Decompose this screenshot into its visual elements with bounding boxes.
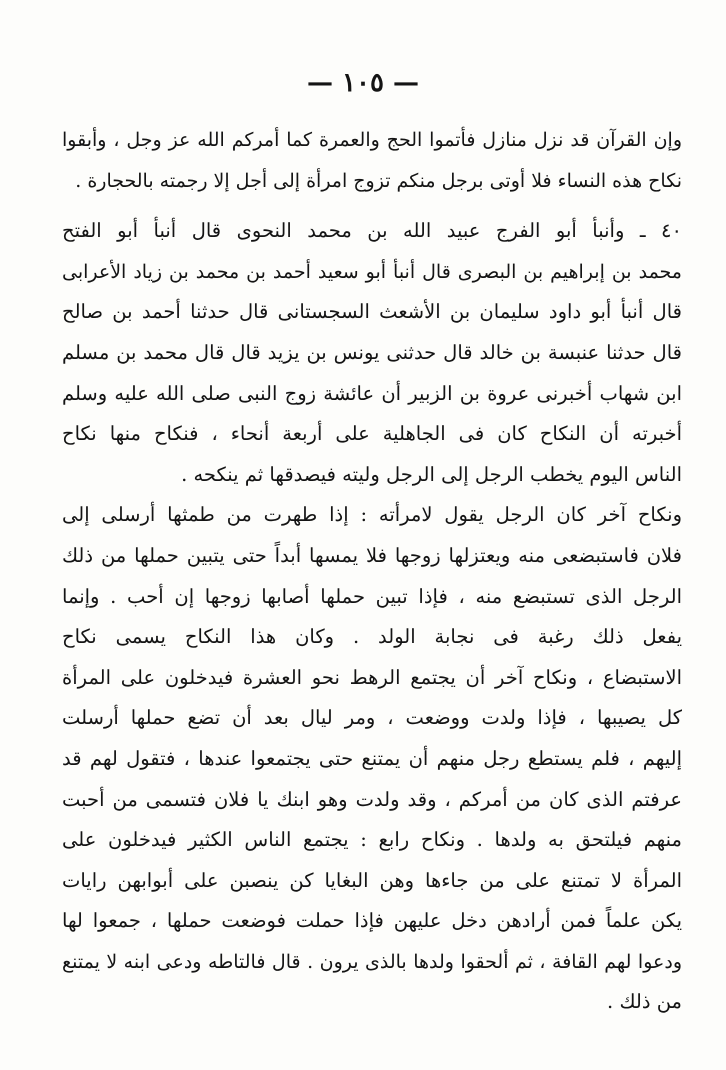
text-line: فلان فاستبضعى منه ويعتزلها زوجها فلا يمسها أبداً حتى يتبين حملها من ذلك	[62, 543, 682, 567]
text-line: ونكاح آخر كان الرجل يقول لامرأته : إذا طهرت من طمثها أرسلى إلى	[62, 503, 682, 527]
text-line: قال أنبأ أبو داود سليمان بن الأشعث السجستانى قال حدثنا أحمد بن صالح	[62, 300, 682, 324]
text-line: قال حدثنا عنبسة بن خالد قال حدثنى يونس بن يزيد قال قال محمد بن مسلم	[62, 340, 682, 364]
text-line: ٤٠ ـ وأنبأ أبو الفرج عبيد الله بن محمد النحوى قال أنبأ أبو الفتح	[62, 219, 682, 243]
text-line: من ذلك .	[607, 990, 682, 1014]
text-line: الرجل الذى تستبضع منه ، فإذا تبين حملها أصابها زوجها إن أحب . وإنما	[62, 584, 682, 608]
paragraph-1	[62, 120, 682, 201]
text-line: ودعوا لهم القافة ، ثم ألحقوا ولدها بالذى يرون . قال فالتاطه ودعى ابنه لا يمتنع	[62, 950, 682, 973]
text-line: وإن القرآن قد نزل منازل فأتموا الحج والعمرة كما أمركم الله عز وجل ، وأبقوا	[62, 129, 682, 151]
page-body	[62, 120, 682, 1023]
page-number: — ١٠٥ —	[306, 68, 420, 98]
text-line: أخبرته أن النكاح كان فى الجاهلية على أربعة أنحاء ، فنكاح منها نكاح	[62, 422, 682, 446]
text-line: إليهم ، فلم يستطع رجل منهم أن يمتنع حتى يجتمعوا عندها ، فتقول لهم قد	[62, 746, 682, 770]
text-line: المرأة لا تمتنع على من جاءها وهن البغايا كن ينصبن على أبوابهن رايات	[62, 868, 682, 892]
paragraph-gap	[62, 201, 682, 211]
text-line: عرفتم الذى كان من أمركم ، وقد ولدت وهو ابنك يا فلان فتسمى من أحبت	[62, 787, 682, 811]
text-line: يكن علماً فمن أرادهن دخل عليهن فإذا حملت فوضعت حملها ، جمعوا لها	[62, 909, 682, 933]
text-line: منهم فيلتحق به ولدها . ونكاح رابع : يجتمع الناس الكثير فيدخلون على	[62, 828, 682, 852]
text-line: ابن شهاب أخبرنى عروة بن الزبير أن عائشة زوج النبى صلى الله عليه وسلم	[62, 381, 682, 405]
text-line: الناس اليوم يخطب الرجل إلى الرجل وليته فيصدقها ثم ينكحه .	[181, 462, 682, 486]
text-line: كل يصيبها ، فإذا ولدت ووضعت ، ومر ليال بعد أن تضع حملها أرسلت	[62, 706, 682, 730]
text-line: محمد بن إبراهيم بن البصرى قال أنبأ أبو سعيد أحمد بن محمد بن زياد الأعرابى	[62, 260, 682, 283]
text-line: الاستبضاع ، ونكاح آخر أن يجتمع الرهط نحو العشرة فيدخلون على المرأة	[62, 665, 682, 689]
text-line: يفعل ذلك رغبة فى نجابة الولد . وكان هذا النكاح يسمى نكاح	[62, 625, 682, 649]
paragraph-2	[62, 211, 682, 1023]
text-line: نكاح هذه النساء فلا أوتى برجل منكم تزوج امرأة إلى أجل إلا رجمته بالحجارة .	[75, 169, 682, 192]
